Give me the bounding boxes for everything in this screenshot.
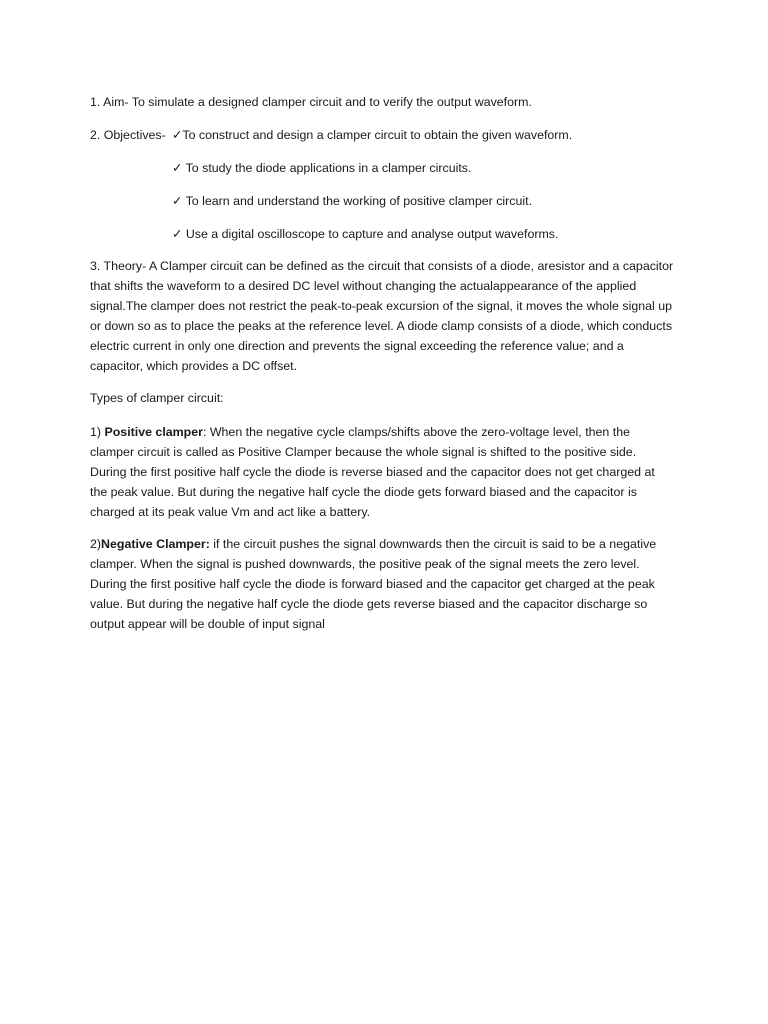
positive-clamper-paragraph	[90, 422, 660, 522]
aim-paragraph: 1. Aim- To simulate a designed clamper circuit and to verify the output waveform.	[90, 95, 532, 109]
types-heading: Types of clamper circuit:	[90, 391, 224, 405]
positive-clamper-text: : When the negative cycle clamps/shifts above the zero-voltage level, then the clamper circuit is called as Positive Clamper because the whole signal is shifted to the positive side. During the first positive half cycle the diode is reverse biased and the capacitor does not get charged at the peak value. But during the negative half cycle the diode gets forward biased and the capacitor is charged at its peak value Vm and act like a battery.	[90, 425, 655, 519]
negative-prefix: 2)	[90, 537, 102, 551]
objective-item: ✓ To learn and understand the working of positive clamper circuit.	[172, 194, 533, 208]
negative-clamper-paragraph	[90, 534, 675, 634]
positive-prefix: 1)	[90, 425, 105, 439]
positive-clamper-term: Positive clamper	[104, 425, 203, 439]
objective-item: ✓To construct and design a clamper circuit to obtain the given waveform.	[172, 128, 573, 142]
objective-item: ✓ To study the diode applications in a clamper circuits.	[172, 161, 472, 175]
negative-clamper-text: if the circuit pushes the signal downwards then the circuit is said to be a negative clamper. When the signal is pushed downwards, the positive peak of the signal meets the zero level. During the first positive half cycle the diode is forward biased and the capacitor get charged at the peak value. But during the negative half cycle the diode gets reverse biased and the capacitor discharge so output appear will be double of input signal	[90, 537, 657, 631]
objective-item: ✓ Use a digital oscilloscope to capture and analyse output waveforms.	[172, 227, 559, 241]
theory-paragraph: 3. Theory- A Clamper circuit can be defined as the circuit that consists of a diode, aresistor and a capacitor that shifts the waveform to a desired DC level without changing the actualappearance of the applied signal.The clamper does not restrict the peak-to-peak excursion of the signal, it moves the whole signal up or down so as to place the peaks at the reference level. A diode clamp consists of a diode, which conducts electric current in only one direction and prevents the signal exceeding the reference value; and a capacitor, which provides a DC offset.	[90, 259, 674, 373]
objectives-heading: 2. Objectives-	[90, 128, 166, 142]
negative-clamper-term: Negative Clamper:	[101, 537, 210, 551]
